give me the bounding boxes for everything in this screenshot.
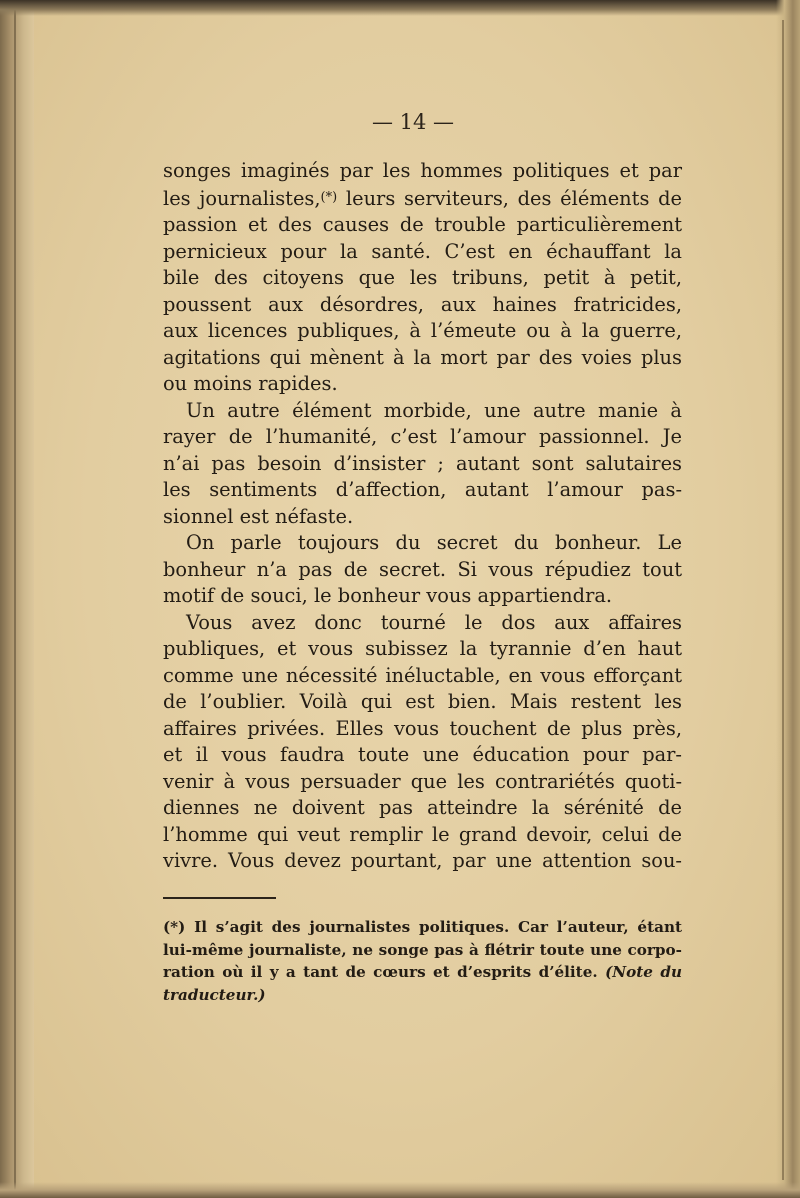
text-line: rayer de l’humanité, c’est l’amour passionnel. Je [163,425,682,448]
text-line: agitations qui mènent à la mort par des voies plus [163,345,682,369]
footnote-line [163,961,682,984]
text-line [163,185,682,213]
text-line: Vous avez donc tourné le dos aux affaires [186,610,682,634]
text-line: ou moins rapides. [163,372,338,395]
text-line: On parle toujours du secret du bonheur. Le [186,531,682,554]
right-edge [776,0,800,1198]
translator-note: (Note du [605,963,682,981]
text-line: aux licences publiques, à l’émeute ou à la guerre, [163,319,682,342]
text-line: diennes ne doivent pas atteindre la sérénité de [163,796,682,819]
text-fragment: les journalistes, [163,186,321,210]
text-line: bile des citoyens que les tribuns, petit à petit, [163,266,682,289]
text-line: bonheur n’a pas de secret. Si vous répudiez tout [163,557,682,581]
bottom-edge [0,1182,800,1198]
text-line: poussent aux désordres, aux haines fratricides, [163,292,682,316]
text-line: et il vous faudra toute une éducation pour par- [163,743,682,766]
text-line: l’homme qui veut remplir le grand devoir, celui de [163,822,682,846]
footnote-marker: (*) [320,189,338,205]
page-number: — 14 — [371,110,455,134]
text-line: affaires privées. Elles vous touchent de plus près, [163,716,682,740]
text-line: songes imaginés par les hommes politiques et par [163,159,682,182]
footnote-divider [163,897,276,899]
text-line: vivre. Vous devez pourtant, par une attention sou- [163,849,682,872]
text-line: publiques, et vous subissez la tyrannie d’en haut [163,637,682,660]
top-edge [0,0,800,16]
text-line: pernicieux pour la santé. C’est en échauffant la [163,239,682,263]
footnote-line: (*) Il s’agit des journalistes politiques. Car l’auteur, étant [163,918,682,936]
text-line: passion et des causes de trouble particulièrement [163,213,682,236]
text-line: motif de souci, le bonheur vous appartiendra. [163,584,613,607]
text-line: de l’oublier. Voilà qui est bien. Mais restent les [163,690,682,713]
body-text [163,158,682,875]
text-line: sionnel est néfaste. [163,504,354,528]
footnote [163,916,682,1006]
binding-edge [0,0,34,1198]
text-line: les sentiments d’affection, autant l’amour pas- [163,478,682,501]
text-line: venir à vous persuader que les contrariétés quoti- [163,769,682,793]
text-line: Un autre élément morbide, une autre manie à [186,398,682,422]
footnote-line: traducteur.) [163,985,266,1004]
footnote-text: ration où il y a tant de cœurs et d’esprits d’élite. [163,963,598,981]
text-fragment: leurs serviteurs, des éléments de [337,186,682,210]
text-line: n’ai pas besoin d’insister ; autant sont salutaires [163,451,682,475]
footnote-line: lui-même journaliste, ne songe pas à flétrir toute une corpo- [163,940,682,959]
text-line: comme une nécessité inéluctable, en vous efforçant [163,663,682,687]
